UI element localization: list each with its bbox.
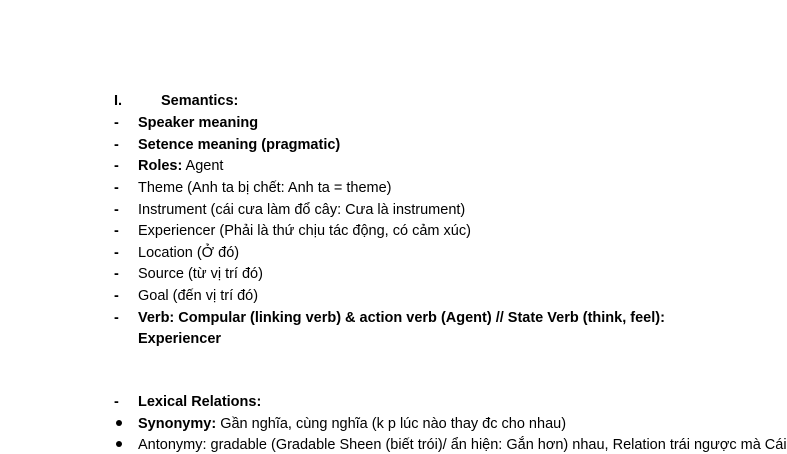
list-item-synonymy [114, 415, 674, 433]
dash-marker: - [114, 180, 119, 196]
section-title: Semantics: [161, 93, 239, 109]
list-item-lexical-relations [114, 393, 674, 411]
item-text: Instrument (cái cưa làm đổ cây: Cưa là instrument) [138, 202, 466, 218]
synonymy-text: Gần nghĩa, cùng nghĩa (k p lúc nào thay đc cho nhau) [216, 416, 567, 432]
dash-marker: - [114, 245, 119, 261]
verb-continuation-text: Experiencer [138, 331, 222, 347]
list-item-theme [114, 179, 674, 197]
list-item-goal [114, 287, 674, 305]
section-heading [114, 92, 674, 110]
dash-marker: - [114, 288, 119, 304]
cut-off-line [114, 436, 787, 453]
item-bold-text: Verb: Compular (linking verb) & action verb (Agent) // State Verb (think, feel): [138, 310, 665, 326]
dash-marker: - [114, 202, 119, 218]
item-text: Experiencer (Phải là thứ chịu tác động, có cảm xúc) [138, 223, 471, 239]
cut-off-text: Antonymy: gradable (Gradable Sheen (biết trói)/ ẩn hiện: Gắn hơn) nhau, Relation trái ngược mà Cái [138, 437, 787, 453]
list-item-sentence-meaning [114, 136, 674, 154]
list-item-verb [114, 309, 674, 327]
lexical-title: Lexical Relations: [138, 394, 262, 410]
item-text: Agent [182, 158, 224, 174]
item-text: Source (từ vị trí đó) [138, 266, 263, 282]
list-item-experiencer [114, 222, 674, 240]
dash-marker: - [114, 223, 119, 239]
list-item-instrument [114, 201, 674, 219]
list-item-roles [114, 157, 674, 175]
item-bold-text: Speaker meaning [138, 115, 259, 131]
dash-marker: - [114, 137, 119, 153]
dash-marker: - [114, 310, 119, 326]
dash-marker: - [114, 394, 119, 410]
dash-marker: - [114, 266, 119, 282]
item-bold-text: Roles: [138, 158, 183, 174]
bullet-dot-icon [114, 415, 136, 433]
item-text: Location (Ở đó) [138, 245, 240, 261]
synonymy-label: Synonymy: [138, 416, 217, 432]
item-text: Goal (đến vị trí đó) [138, 288, 259, 304]
item-text: Theme (Anh ta bị chết: Anh ta = theme) [138, 180, 392, 196]
bullet-dot-icon [114, 436, 136, 454]
section-number: I. [114, 93, 123, 109]
list-item-location [114, 244, 674, 262]
list-item-speaker-meaning [114, 114, 674, 132]
dash-marker: - [114, 158, 119, 174]
list-item-verb-continuation [114, 330, 674, 348]
item-bold-text: Setence meaning (pragmatic) [138, 137, 341, 153]
list-item-source [114, 265, 674, 283]
dash-marker: - [114, 115, 119, 131]
